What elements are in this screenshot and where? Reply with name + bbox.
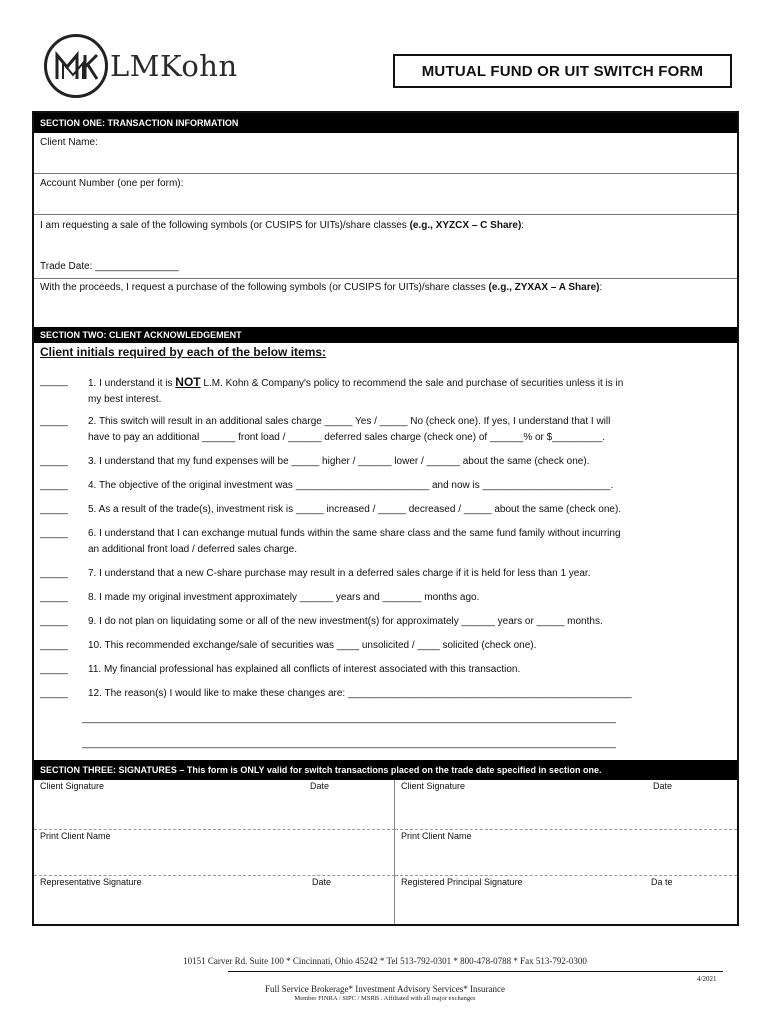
sale-request-field[interactable]: I am requesting a sale of the following symbols (or CUSIPS for UITs)/share classes (e.g., XYZCX – C Share): Trade Date: _______________	[34, 215, 737, 279]
ack-item-10[interactable]: _____ 10. This recommended exchange/sale of securities was ____ unsolicited / ____ solicited (check one).	[40, 640, 537, 651]
client-name-label: Client Name:	[40, 137, 98, 148]
logo-wordmark: LMKohn	[110, 49, 238, 83]
ack-item-12[interactable]: _____ 12. The reason(s) I would like to make these changes are: ___________________________________________________	[40, 688, 632, 699]
section-two-header: SECTION TWO: CLIENT ACKNOWLEDGEMENT	[34, 327, 737, 343]
ack-item-11[interactable]: _____ 11. My financial professional has explained all conflicts of interest associated with this transaction.	[40, 664, 521, 675]
form-title: MUTUAL FUND OR UIT SWITCH FORM	[393, 54, 732, 88]
ack-item-9[interactable]: _____ 9. I do not plan on liquidating some or all of the new investment(s) for approximately ______ years or _____ months.	[40, 616, 603, 627]
ack-item-2[interactable]: _____ 2. This switch will result in an additional sales charge _____ Yes / _____ No (check one). If yes, I understand that I will have to pay an additional ______ front load / ______ deferred sales charge (check one) of ______% or $_________.	[40, 416, 611, 443]
form-revision-date: 4/2021	[697, 975, 717, 983]
purchase-request-label: With the proceeds, I request a purchase of the following symbols (or CUSIPS for UITs)/share classes	[40, 282, 489, 293]
section-one-header: SECTION ONE: TRANSACTION INFORMATION	[34, 113, 737, 133]
ack-item-5[interactable]: _____ 5. As a result of the trade(s), investment risk is _____ increased / _____ decreased / _____ about the same (check one).	[40, 504, 622, 515]
acknowledgement-items	[34, 345, 737, 760]
principal-signature[interactable]: Registered Principal Signature Da te	[401, 877, 673, 887]
section-three-header: SECTION THREE: SIGNATURES – This form is ONLY valid for switch transactions placed on the trade date specified in section one.	[34, 760, 737, 780]
sale-example: (e.g., XYZCX – C Share)	[409, 220, 522, 231]
ack-item-7[interactable]: _____ 7. I understand that a new C-share purchase may result in a deferred sales charge if it is held for less than 1 year.	[40, 568, 591, 579]
page-header	[44, 34, 744, 104]
footer-address: 10151 Carver Rd. Suite 100 * Cincinnati, Ohio 45242 * Tel 513-792-0301 * 800-478-0788 * Fax 513-792-0300	[183, 956, 587, 966]
footer-membership: Member FINRA / SIPC / MSRB . Affiliated with all major exchanges	[294, 995, 476, 1002]
client-signature-2[interactable]: Client Signature Date	[395, 780, 737, 830]
not-emphasis: NOT	[175, 375, 201, 389]
ack-item-6[interactable]: _____ 6. I understand that I can exchange mutual funds within the same share class and the same fund family without incurring an additional front load / deferred sales charge.	[40, 528, 621, 555]
logo-emblem-icon	[44, 34, 108, 98]
sale-request-label: I am requesting a sale of the following symbols (or CUSIPS for UITs)/share classes	[40, 220, 410, 231]
client-name-field[interactable]	[34, 133, 737, 174]
ack-item-4[interactable]: _____ 4. The objective of the original investment was ________________________ and now is _______________________.	[40, 480, 614, 491]
print-client-name-2[interactable]: Print Client Name	[395, 830, 737, 876]
ack-item-8[interactable]: _____ 8. I made my original investment approximately ______ years and _______ months ago.	[40, 592, 480, 603]
footer-divider	[228, 971, 723, 972]
ack-item-1[interactable]: _____ 1. I understand it is NOT L.M. Kohn & Company's policy to recommend the sale and purchase of securities unless it is in my best interest.	[40, 375, 624, 405]
company-logo	[44, 34, 238, 98]
account-number-field[interactable]	[34, 174, 737, 215]
print-client-name-1[interactable]: Print Client Name	[34, 830, 395, 876]
switch-form	[32, 111, 739, 926]
purchase-request-field[interactable]: With the proceeds, I request a purchase of the following symbols (or CUSIPS for UITs)/share classes (e.g., ZYXAX – A Share):	[40, 282, 603, 293]
acknowledgement-subtitle: Client initials required by each of the below items:	[40, 345, 327, 359]
footer-services: Full Service Brokerage* Investment Advisory Services* Insurance	[265, 984, 505, 994]
signature-grid	[34, 780, 737, 924]
reason-line-3[interactable]: ________________________________________________________________________________________________	[82, 738, 616, 749]
reason-line-2[interactable]: ________________________________________________________________________________________________	[82, 713, 616, 724]
trade-date-label: Trade Date: _______________	[40, 261, 179, 272]
account-number-label: Account Number (one per form):	[40, 178, 184, 189]
representative-signature[interactable]: Representative Signature Date	[34, 876, 395, 924]
purchase-example: (e.g., ZYXAX – A Share)	[488, 282, 600, 293]
client-signature-1[interactable]: Client Signature Date	[34, 780, 395, 830]
ack-item-3[interactable]: _____ 3. I understand that my fund expenses will be _____ higher / ______ lower / ______ about the same (check one).	[40, 456, 590, 467]
